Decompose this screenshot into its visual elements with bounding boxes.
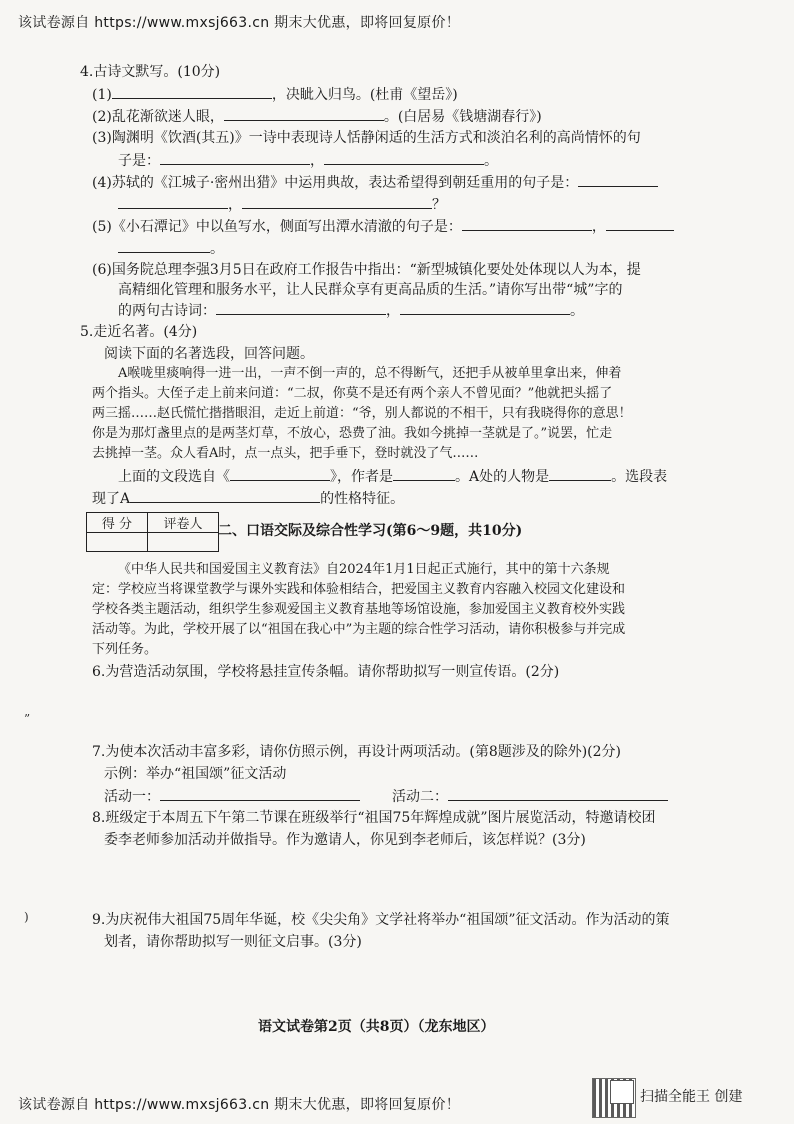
- q5-answer-2: 现了A 的性格特征。: [92, 488, 404, 509]
- q8-line-1: 8.班级定于本周五下午第二节课在班级举行“祖国75年辉煌成就”图片展览活动，特邀请校团: [92, 810, 656, 826]
- passage-line-2: 定：学校应当将课堂教学与课外实践和体验相结合，把爱国主义教育内容融入校园文化建设和: [92, 582, 626, 597]
- q9-answer-area[interactable]: [118, 956, 678, 1006]
- passage-line-3: 学校各类主题活动，组织学生参观爱国主义教育基地等场馆设施，参加爱国主义教育校外实践: [92, 602, 626, 617]
- q4-line-1: (1) ，决眦入归鸟。(杜甫《望岳》): [92, 84, 458, 105]
- q5-excerpt-5: 去挑掉一茎。众人看A时，点一点头，把手垂下，登时就没了气……: [92, 446, 479, 461]
- score-table: [86, 512, 219, 552]
- q7-text: 7.为使本次活动丰富多彩，请你仿照示例，再设计两项活动。(第8题涉及的除外)(2分): [92, 744, 622, 760]
- answer-blank[interactable]: [393, 466, 455, 481]
- answer-blank[interactable]: [400, 300, 570, 315]
- q4-line-6a: (6)国务院总理李强3月5日在政府工作报告中指出：“新型城镇化要处处体现以人为本，提: [92, 262, 641, 278]
- q4-line-3a: (3)陶渊明《饮酒(其五)》一诗中表现诗人恬静闲适的生活方式和淡泊名利的高尚情怀的句: [92, 130, 641, 146]
- q5-excerpt-3: 两三摇……赵氏慌忙揩揩眼泪，走近上前道：“爷，别人都说的不相干，只有我晓得你的意思！: [92, 406, 632, 421]
- q5-excerpt-1: A喉咙里痰响得一进一出，一声不倒一声的，总不得断气，还把手从被单里拿出来，伸着: [118, 366, 622, 381]
- answer-blank[interactable]: [118, 238, 210, 253]
- answer-blank[interactable]: [324, 150, 484, 165]
- answer-blank[interactable]: [578, 172, 658, 187]
- q9-line-1: 9.为庆祝伟大祖国75周年华诞，校《尖尖角》文学社将举办“祖国颂”征文活动。作为活动的策: [92, 912, 670, 928]
- answer-blank[interactable]: [224, 106, 384, 121]
- q4-line-6b: 高精细化管理和服务水平，让人民群众享有更高品质的生活。”请你写出带“城”字的: [118, 282, 623, 298]
- answer-blank[interactable]: [216, 300, 386, 315]
- q4-line-5b: 。: [118, 238, 224, 259]
- answer-blank[interactable]: [448, 786, 668, 801]
- q6-answer-area[interactable]: [118, 686, 678, 736]
- answer-blank[interactable]: [112, 84, 272, 99]
- margin-mark: ”: [24, 712, 31, 726]
- q4-line-6c: 的两句古诗词： ， 。: [118, 300, 584, 321]
- q8-answer-area[interactable]: [118, 854, 678, 904]
- q4-line-2: (2)乱花渐欲迷人眼， 。(白居易《钱塘湖春行》): [92, 106, 542, 127]
- answer-blank[interactable]: [118, 194, 228, 209]
- passage-line-5: 下列任务。: [92, 642, 158, 657]
- qr-code-icon: [610, 1080, 634, 1104]
- source-banner-top[interactable]: 该试卷源自 https://www.mxsj663.cn 期末大优惠，即将回复原价！: [18, 15, 461, 31]
- scanner-watermark: 扫描全能王 创建: [640, 1089, 743, 1105]
- q5-answer-1: 上面的文段选自《 》，作者是 。A处的人物是 。选段表: [118, 466, 667, 487]
- page-footer: 语文试卷第2页（共8页）（龙东地区）: [258, 1019, 495, 1035]
- source-banner-bottom[interactable]: 该试卷源自 https://www.mxsj663.cn 期末大优惠，即将回复原价！: [18, 1097, 461, 1113]
- q4-line-5a: (5)《小石潭记》中以鱼写水，侧面写出潭水清澈的句子是： ，: [92, 216, 674, 237]
- q4-line-3b: 子是： ， 。: [118, 150, 498, 171]
- q4-line-4b: ， ？: [118, 194, 446, 215]
- answer-blank[interactable]: [606, 216, 674, 231]
- answer-blank[interactable]: [230, 466, 330, 481]
- q6-text: 6.为营造活动氛围，学校将悬挂宣传条幅。请你帮助拟写一则宣传语。(2分): [92, 664, 560, 680]
- answer-blank[interactable]: [130, 488, 320, 503]
- grader-cell[interactable]: [148, 533, 219, 552]
- q4-title: 4.古诗文默写。(10分): [80, 64, 221, 80]
- q7-example: 示例：举办“祖国颂”征文活动: [104, 766, 287, 782]
- q7-activity-1: 活动一：: [104, 786, 360, 807]
- answer-blank[interactable]: [242, 194, 432, 209]
- q9-line-2: 划者，请你帮助拟写一则征文启事。(3分): [104, 934, 362, 950]
- passage-line-4: 活动等。为此，学校开展了以“祖国在我心中”为主题的综合性学习活动，请你积极参与并完成: [92, 622, 626, 637]
- q8-line-2: 委李老师参加活动并做指导。作为邀请人，你见到李老师后，该怎样说？(3分): [104, 832, 586, 848]
- answer-blank[interactable]: [549, 466, 611, 481]
- q7-activity-2: 活动二：: [392, 786, 668, 807]
- q5-excerpt-4: 你是为那灯盏里点的是两茎灯草，不放心，恐费了油。我如今挑掉一茎就是了。”说罢，忙走: [92, 426, 613, 441]
- q5-intro: 阅读下面的名著选段，回答问题。: [104, 346, 314, 362]
- answer-blank[interactable]: [160, 150, 310, 165]
- score-label: 得 分: [87, 513, 148, 533]
- grader-label: 评卷人: [148, 513, 219, 533]
- section-2-title: 二、口语交际及综合性学习(第6～9题，共10分): [218, 523, 523, 539]
- q5-excerpt-2: 两个指头。大侄子走上前来问道：“二叔，你莫不是还有两个亲人不曾见面？”他就把头摇了: [92, 386, 613, 401]
- q5-title: 5.走近名著。(4分): [80, 324, 198, 340]
- q4-line-4a: (4)苏轼的《江城子·密州出猎》中运用典故，表达希望得到朝廷重用的句子是：: [92, 172, 658, 193]
- score-cell[interactable]: [87, 533, 148, 552]
- passage-line-1: 《中华人民共和国爱国主义教育法》自2024年1月1日起正式施行，其中的第十六条规: [118, 562, 610, 577]
- margin-mark: ): [24, 910, 29, 924]
- answer-blank[interactable]: [462, 216, 592, 231]
- answer-blank[interactable]: [160, 786, 360, 801]
